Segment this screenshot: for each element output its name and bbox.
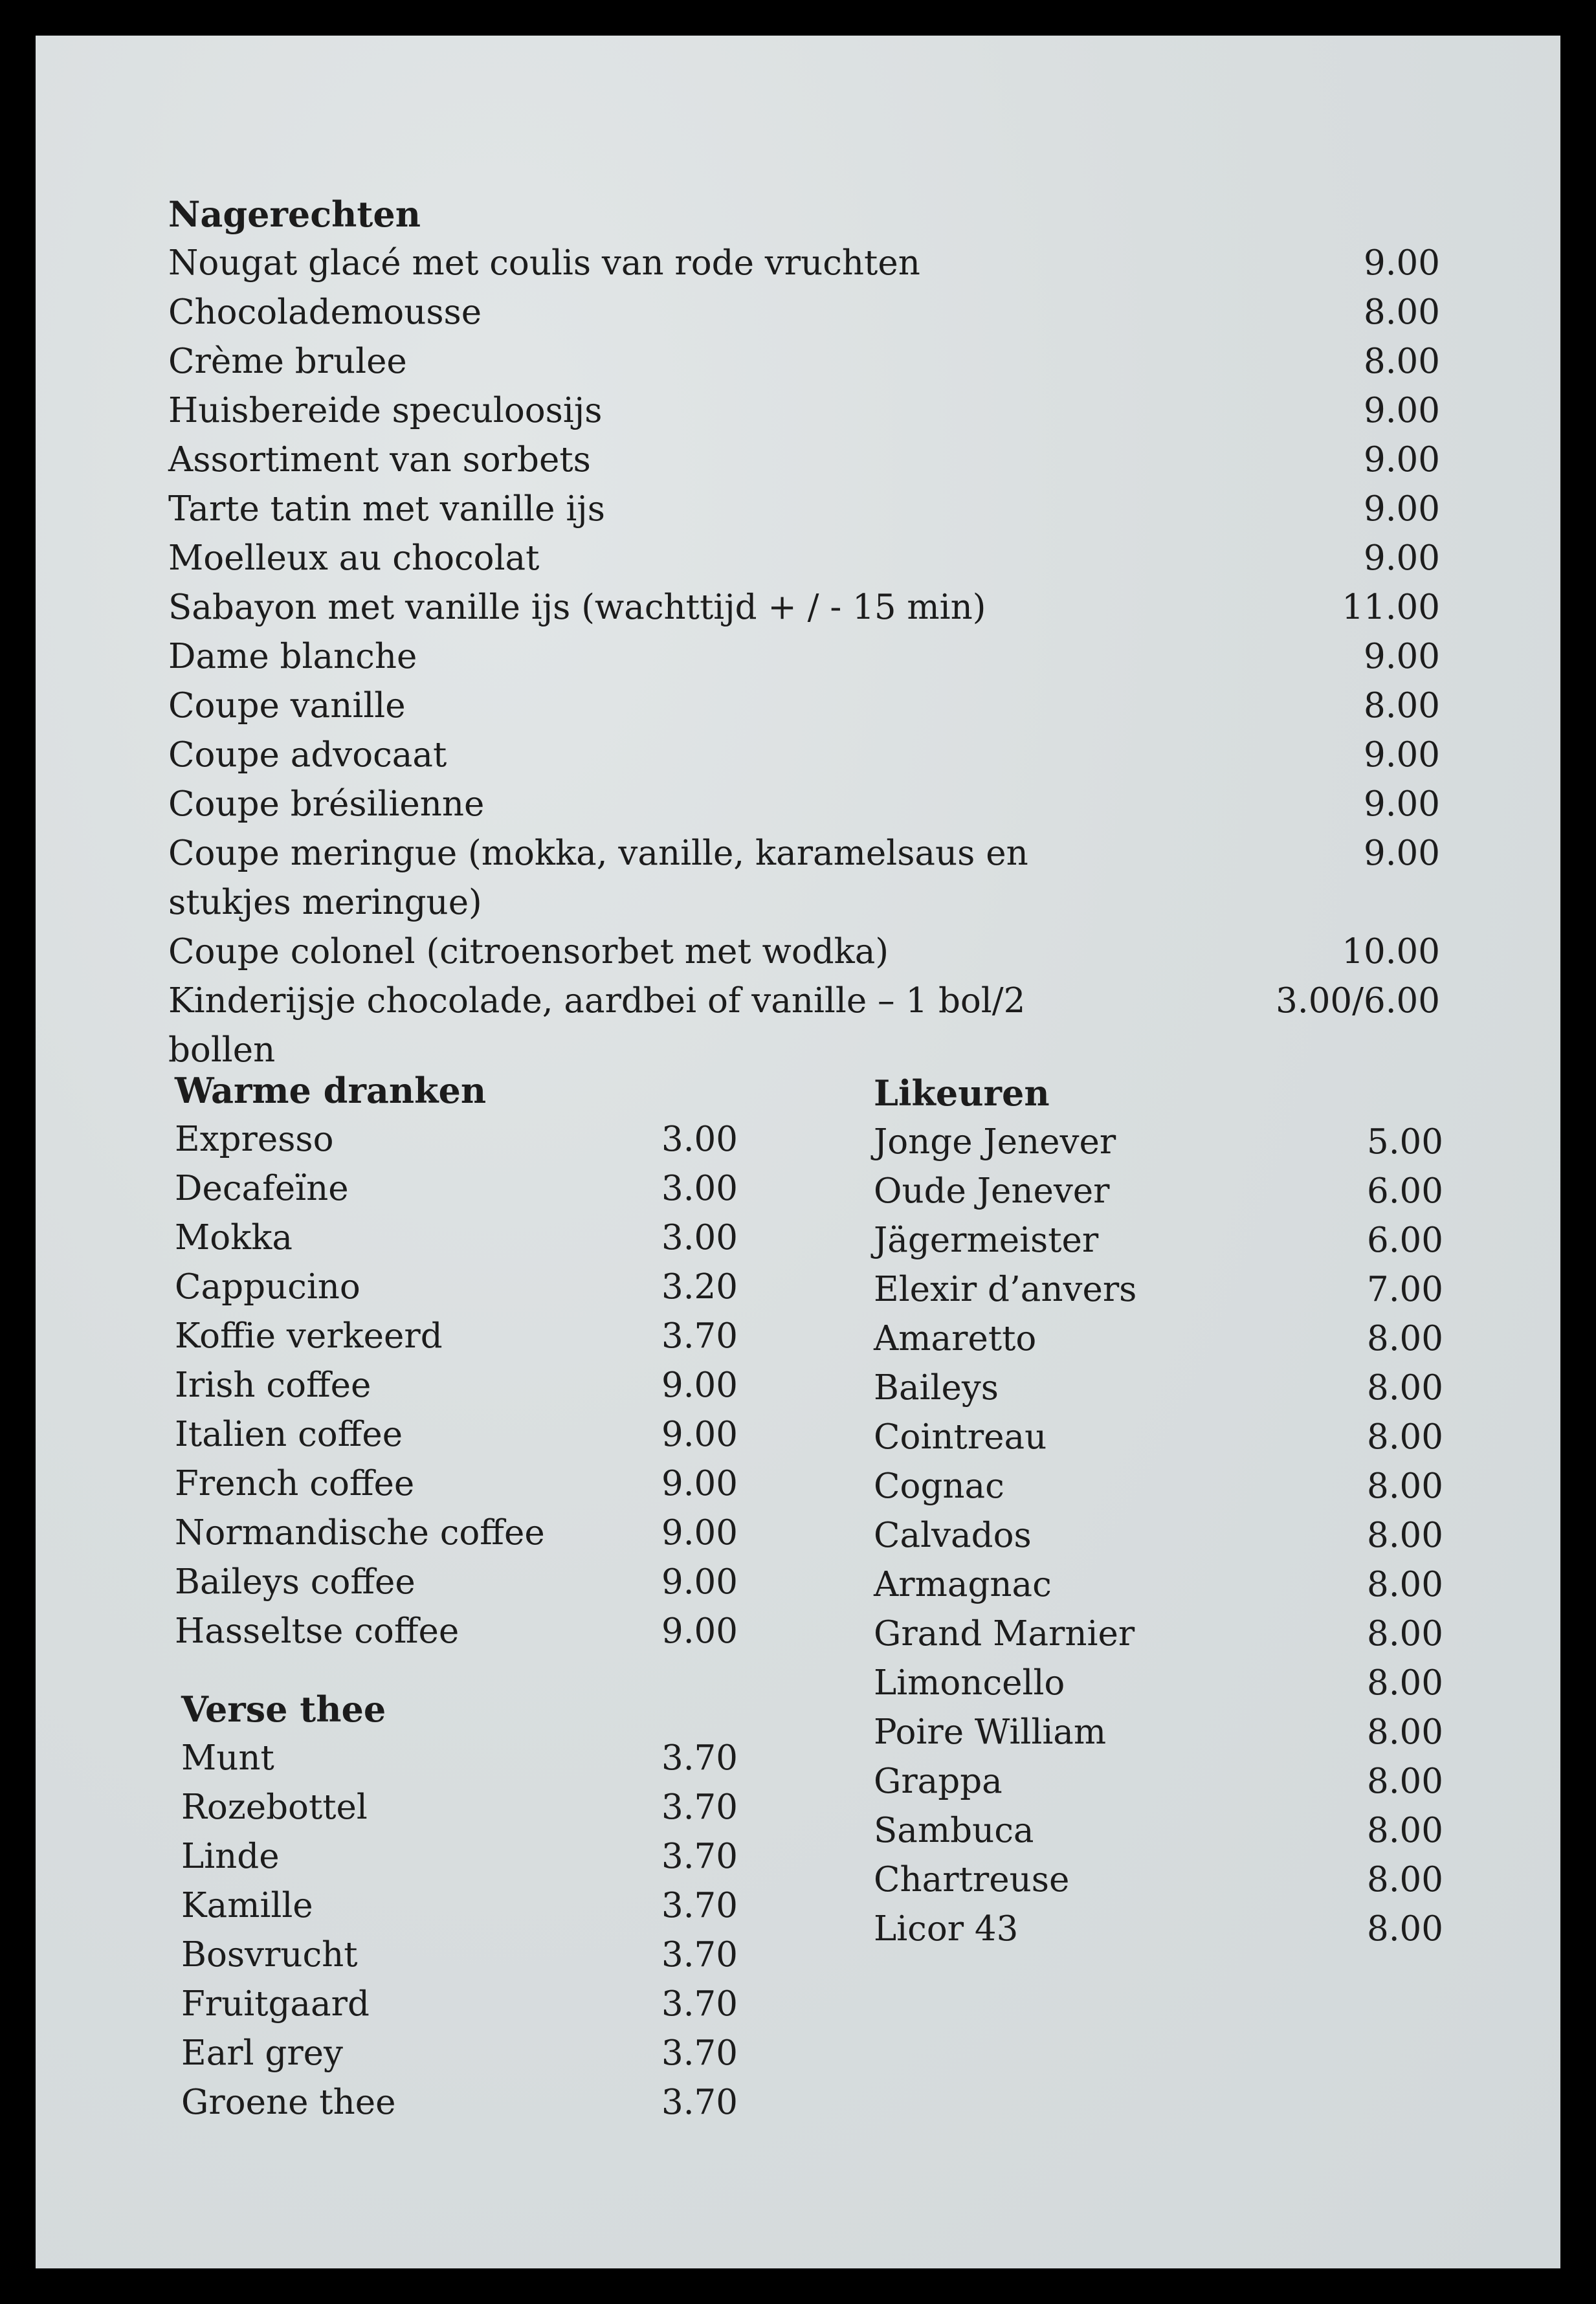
menu-item-price: 7.00 bbox=[1366, 1270, 1443, 1309]
menu-item bbox=[874, 1757, 1443, 1806]
menu-item bbox=[175, 1115, 738, 1164]
menu-item-name: Calvados bbox=[874, 1516, 1032, 1555]
menu-item bbox=[175, 1410, 738, 1459]
menu-item-price: 6.00 bbox=[1366, 1221, 1443, 1260]
menu-item bbox=[168, 485, 1440, 534]
section-title-liqueurs: Likeuren bbox=[874, 1072, 1050, 1114]
menu-item-price: 3.00 bbox=[661, 1169, 738, 1208]
menu-item-name: Nougat glacé met coulis van rode vruchten bbox=[168, 243, 920, 283]
menu-item-price: 9.00 bbox=[1363, 391, 1440, 430]
menu-item-price: 8.00 bbox=[1366, 1467, 1443, 1506]
menu-item-price: 3.70 bbox=[661, 1935, 738, 1975]
menu-item-price: 3.70 bbox=[661, 1738, 738, 1778]
menu-item-name: Coupe vanille bbox=[168, 686, 406, 726]
menu-item-price: 3.70 bbox=[661, 1316, 738, 1356]
menu-item-price: 8.00 bbox=[1366, 1614, 1443, 1654]
menu-item bbox=[168, 386, 1440, 436]
menu-item-price: 3.70 bbox=[661, 2033, 738, 2073]
menu-item-price: 9.00 bbox=[661, 1612, 738, 1651]
menu-item bbox=[181, 1931, 738, 1980]
menu-item-price: 9.00 bbox=[661, 1562, 738, 1602]
menu-item-name: Rozebottel bbox=[181, 1788, 368, 1827]
menu-item bbox=[181, 1832, 738, 1881]
menu-item-name: Cappucino bbox=[175, 1267, 360, 1307]
menu-item-price: 9.00 bbox=[1363, 243, 1440, 283]
menu-item bbox=[874, 1216, 1443, 1265]
menu-item bbox=[168, 288, 1440, 337]
menu-item-name: Chartreuse bbox=[874, 1860, 1070, 1900]
menu-item-name: Normandische coffee bbox=[175, 1513, 545, 1553]
menu-item-name: Armagnac bbox=[874, 1565, 1052, 1604]
menu-item-price: 8.00 bbox=[1366, 1319, 1443, 1358]
menu-item bbox=[181, 1980, 738, 2029]
menu-item bbox=[168, 632, 1440, 681]
menu-item-price: 9.00 bbox=[661, 1464, 738, 1503]
menu-item-price: 9.00 bbox=[1363, 735, 1440, 775]
menu-item-price: 3.70 bbox=[661, 2083, 738, 2122]
menu-item-name: Decafeïne bbox=[175, 1169, 349, 1208]
menu-item-price: 8.00 bbox=[1366, 1762, 1443, 1801]
menu-item-price: 10.00 bbox=[1342, 932, 1440, 971]
menu-item bbox=[874, 1511, 1443, 1560]
menu-item-name: Elexir d’anvers bbox=[874, 1270, 1137, 1309]
menu-item-price: 8.00 bbox=[1366, 1909, 1443, 1949]
menu-item bbox=[874, 1659, 1443, 1708]
menu-item-price: 8.00 bbox=[1366, 1712, 1443, 1752]
menu-item-price: 3.70 bbox=[661, 1984, 738, 2024]
menu-item-name: Kinderijsje chocolade, aardbei of vanille – 1 bol/2 bollen bbox=[168, 981, 1026, 1070]
menu-item bbox=[168, 927, 1440, 977]
menu-item bbox=[874, 1560, 1443, 1610]
menu-item bbox=[168, 977, 1440, 1070]
menu-item-name: Tarte tatin met vanille ijs bbox=[168, 489, 605, 529]
menu-item-name: Groene thee bbox=[181, 2083, 396, 2122]
menu-item-name: Fruitgaard bbox=[181, 1984, 370, 2024]
menu-item bbox=[181, 1734, 738, 1783]
menu-item bbox=[874, 1855, 1443, 1905]
menu-item-price: 9.00 bbox=[661, 1513, 738, 1553]
menu-item bbox=[175, 1263, 738, 1312]
menu-item-price: 9.00 bbox=[1363, 784, 1440, 824]
menu-item bbox=[168, 534, 1440, 583]
menu-item bbox=[175, 1509, 738, 1558]
menu-item-price: 3.20 bbox=[661, 1267, 738, 1307]
menu-item-price: 3.70 bbox=[661, 1788, 738, 1827]
desserts-list bbox=[168, 239, 1440, 1070]
menu-item-name: Huisbereide speculoosijs bbox=[168, 391, 603, 430]
tea-list bbox=[181, 1734, 738, 2127]
menu-item-name: Mokka bbox=[175, 1218, 293, 1257]
menu-item-name: Expresso bbox=[175, 1120, 334, 1159]
menu-item-price: 3.70 bbox=[661, 1837, 738, 1876]
menu-item-price: 5.00 bbox=[1366, 1122, 1443, 1162]
menu-item-price: 3.00 bbox=[661, 1120, 738, 1159]
menu-item-name: Jägermeister bbox=[874, 1221, 1099, 1260]
menu-item bbox=[874, 1806, 1443, 1855]
menu-item bbox=[168, 436, 1440, 485]
menu-item bbox=[175, 1213, 738, 1263]
menu-item bbox=[168, 583, 1440, 632]
menu-item-price: 8.00 bbox=[1366, 1663, 1443, 1703]
menu-item-name: Moelleux au chocolat bbox=[168, 538, 540, 578]
menu-item-name: Oude Jenever bbox=[874, 1171, 1110, 1211]
menu-item-name: Crème brulee bbox=[168, 342, 407, 381]
section-title-hot-drinks: Warme dranken bbox=[175, 1070, 487, 1111]
menu-item bbox=[168, 780, 1440, 829]
menu-item-name: Coupe brésilienne bbox=[168, 784, 485, 824]
menu-item-name: Baileys bbox=[874, 1368, 999, 1408]
menu-item-price: 8.00 bbox=[1366, 1811, 1443, 1850]
menu-item-price: 8.00 bbox=[1366, 1565, 1443, 1604]
menu-item-name: Linde bbox=[181, 1837, 280, 1876]
menu-item bbox=[874, 1462, 1443, 1511]
menu-item-name: Coupe advocaat bbox=[168, 735, 447, 775]
menu-item-price: 3.00 bbox=[661, 1218, 738, 1257]
menu-item-price: 9.00 bbox=[1363, 489, 1440, 529]
menu-page bbox=[36, 36, 1560, 2268]
menu-item-price: 3.00/6.00 bbox=[1276, 981, 1440, 1021]
menu-item-name: Dame blanche bbox=[168, 637, 417, 676]
menu-item-price: 9.00 bbox=[661, 1366, 738, 1405]
menu-item-name: Munt bbox=[181, 1738, 274, 1778]
menu-item-name: Sambuca bbox=[874, 1811, 1034, 1850]
menu-item-name: Sabayon met vanille ijs (wachttijd + / - 15 min) bbox=[168, 588, 986, 627]
menu-item-name: Italien coffee bbox=[175, 1415, 403, 1454]
menu-item-price: 6.00 bbox=[1366, 1171, 1443, 1211]
menu-item bbox=[175, 1312, 738, 1361]
menu-item bbox=[874, 1413, 1443, 1462]
menu-item bbox=[874, 1167, 1443, 1216]
menu-item-name: Irish coffee bbox=[175, 1366, 371, 1405]
menu-item-name: Coupe meringue (mokka, vanille, karamelsaus en stukjes meringue) bbox=[168, 834, 1028, 922]
menu-item bbox=[175, 1459, 738, 1509]
menu-item-name: Kamille bbox=[181, 1886, 313, 1925]
menu-item bbox=[874, 1905, 1443, 1954]
menu-item-name: Coupe colonel (citroensorbet met wodka) bbox=[168, 932, 889, 971]
menu-item bbox=[874, 1364, 1443, 1413]
section-title-desserts: Nagerechten bbox=[168, 194, 421, 235]
menu-item-name: Earl grey bbox=[181, 2033, 343, 2073]
menu-item bbox=[874, 1118, 1443, 1167]
menu-item-name: Bosvrucht bbox=[181, 1935, 358, 1975]
menu-item bbox=[168, 337, 1440, 386]
menu-item bbox=[168, 731, 1440, 780]
menu-item-name: Koffie verkeerd bbox=[175, 1316, 443, 1356]
menu-item-price: 8.00 bbox=[1366, 1516, 1443, 1555]
menu-item-price: 9.00 bbox=[1363, 834, 1440, 873]
hot-drinks-list bbox=[175, 1115, 738, 1656]
menu-item bbox=[175, 1558, 738, 1607]
menu-item bbox=[874, 1708, 1443, 1757]
menu-item bbox=[181, 2029, 738, 2078]
menu-item-name: Assortiment van sorbets bbox=[168, 440, 591, 480]
section-title-tea: Verse thee bbox=[181, 1689, 386, 1730]
menu-item bbox=[181, 2078, 738, 2127]
menu-item-name: Grand Marnier bbox=[874, 1614, 1135, 1654]
menu-item-price: 3.70 bbox=[661, 1886, 738, 1925]
menu-item-name: Licor 43 bbox=[874, 1909, 1019, 1949]
menu-item-name: Chocolademousse bbox=[168, 293, 482, 332]
menu-item-name: Grappa bbox=[874, 1762, 1003, 1801]
menu-item-price: 8.00 bbox=[1363, 342, 1440, 381]
menu-item-name: Limoncello bbox=[874, 1663, 1065, 1703]
menu-item bbox=[168, 239, 1440, 288]
menu-item-name: Amaretto bbox=[874, 1319, 1037, 1358]
menu-item-price: 9.00 bbox=[1363, 440, 1440, 480]
menu-item-name: Cognac bbox=[874, 1467, 1004, 1506]
menu-item-name: Poire William bbox=[874, 1712, 1107, 1752]
menu-item-price: 9.00 bbox=[661, 1415, 738, 1454]
menu-item bbox=[874, 1314, 1443, 1364]
menu-item-name: Cointreau bbox=[874, 1417, 1047, 1457]
menu-item-price: 8.00 bbox=[1366, 1417, 1443, 1457]
menu-item-name: French coffee bbox=[175, 1464, 415, 1503]
menu-item bbox=[181, 1881, 738, 1931]
menu-item bbox=[168, 681, 1440, 731]
menu-item bbox=[175, 1164, 738, 1213]
menu-item-name: Jonge Jenever bbox=[874, 1122, 1116, 1162]
menu-item bbox=[874, 1265, 1443, 1314]
menu-item bbox=[175, 1607, 738, 1656]
menu-item-price: 11.00 bbox=[1342, 588, 1440, 627]
menu-item bbox=[181, 1783, 738, 1832]
menu-item-name: Hasseltse coffee bbox=[175, 1612, 460, 1651]
menu-item bbox=[168, 829, 1440, 927]
menu-item-price: 8.00 bbox=[1366, 1860, 1443, 1900]
menu-item-name: Baileys coffee bbox=[175, 1562, 416, 1602]
menu-item bbox=[874, 1610, 1443, 1659]
menu-item-price: 8.00 bbox=[1366, 1368, 1443, 1408]
menu-item-price: 9.00 bbox=[1363, 538, 1440, 578]
menu-item-price: 9.00 bbox=[1363, 637, 1440, 676]
menu-item-price: 8.00 bbox=[1363, 293, 1440, 332]
menu-item bbox=[175, 1361, 738, 1410]
liqueurs-list bbox=[874, 1118, 1443, 1954]
menu-item-price: 8.00 bbox=[1363, 686, 1440, 726]
